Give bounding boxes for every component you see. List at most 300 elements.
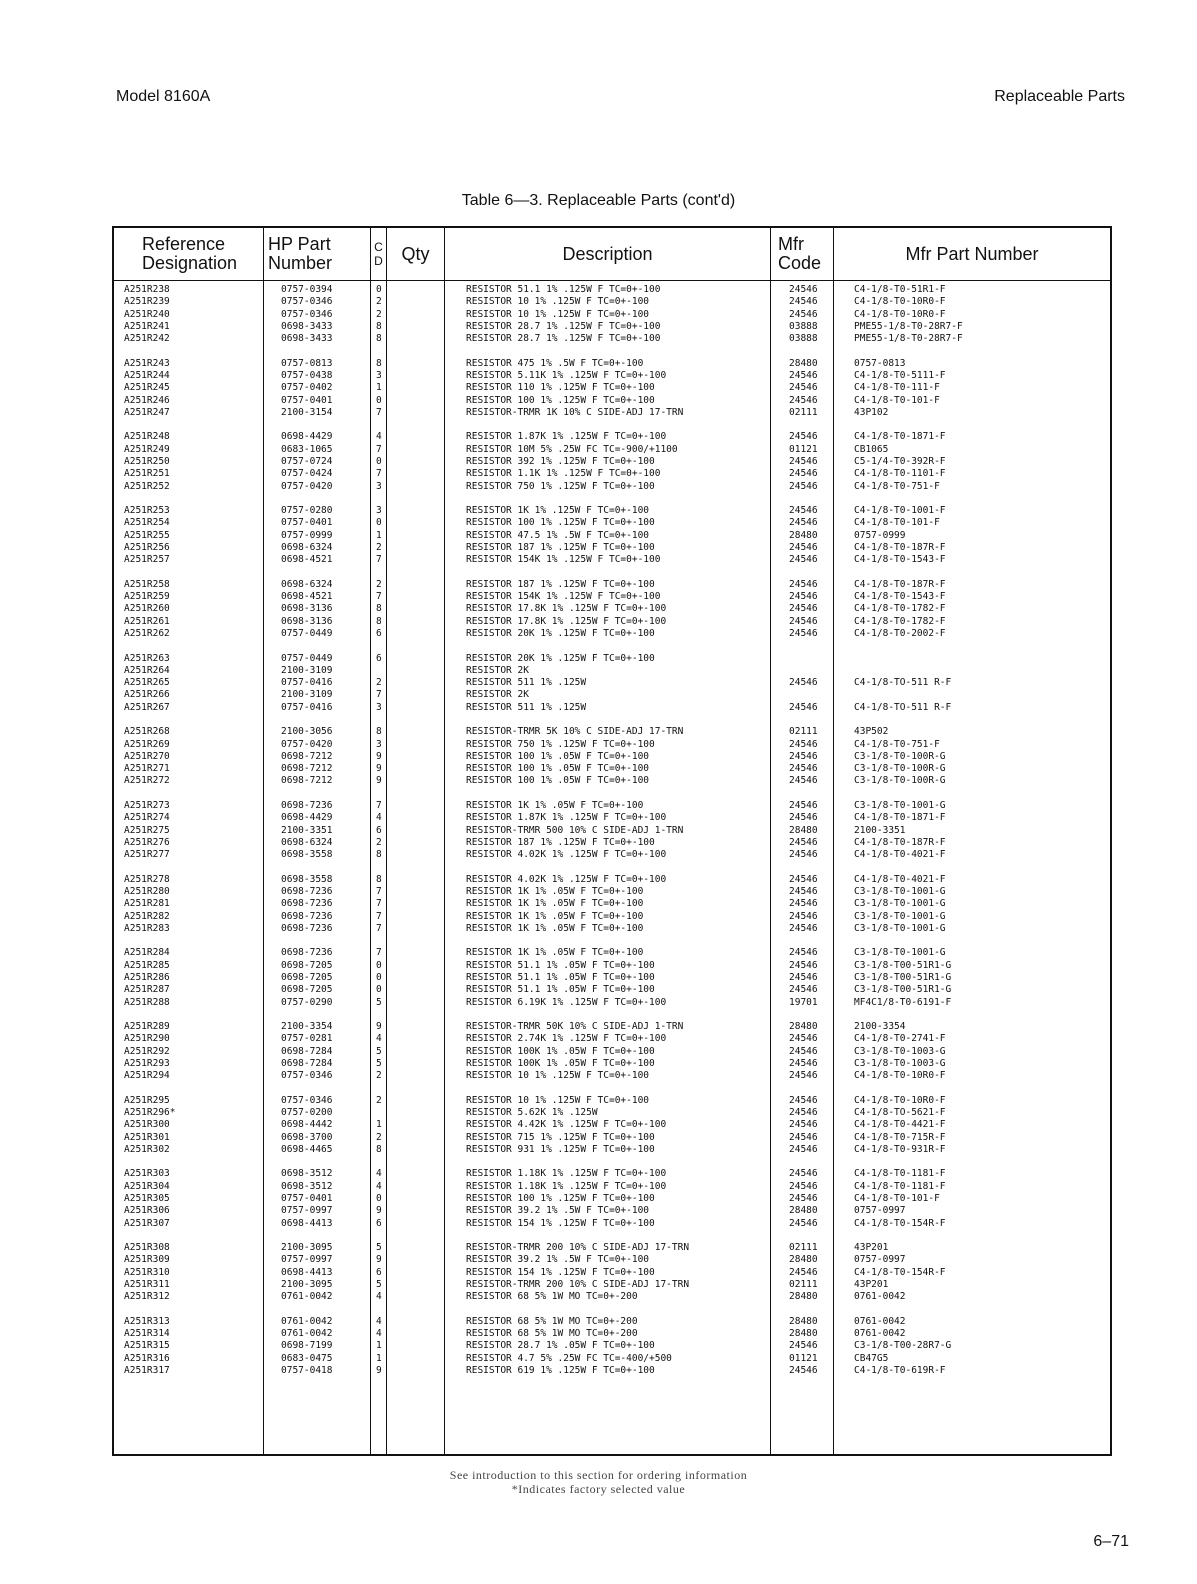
hp-part-number: 0698-4465	[281, 1143, 333, 1155]
hp-part-number: 0698-3136	[281, 603, 333, 615]
check-digit: 9	[376, 1021, 382, 1032]
table-row	[114, 960, 1110, 972]
hp-part-number: 0698-7205	[281, 971, 333, 983]
hp-part-number: 0698-7236	[281, 799, 333, 811]
description: RESISTOR 47.5 1% .5W F TC=0+-100	[466, 529, 650, 541]
mfr-part-number: C4-1/8-T0-1101-F	[854, 468, 946, 480]
col-header-hp-part-line2: Number	[268, 253, 333, 273]
check-digit: 8	[376, 357, 382, 369]
hp-part-number: 0757-0416	[281, 701, 333, 713]
reference-designation: A251R286	[124, 971, 170, 983]
hp-part-number: 2100-3109	[281, 664, 333, 676]
description: RESISTOR 4.02K 1% .125W F TC=0+-100	[466, 849, 667, 861]
check-digit: 2	[376, 1131, 382, 1143]
mfr-part-number: C4-1/8-T0-2741-F	[854, 1033, 946, 1045]
reference-designation: A251R292	[124, 1045, 170, 1057]
mfr-code: 24546	[789, 505, 818, 517]
mfr-part-number: C3-1/8-T0-100R-G	[854, 763, 946, 775]
description: RESISTOR 931 1% .125W F TC=0+-100	[466, 1143, 655, 1155]
check-digit: 2	[376, 296, 382, 308]
hp-part-number: 0757-0401	[281, 517, 333, 529]
hp-part-number: 0698-6324	[281, 836, 333, 848]
reference-designation: A251R313	[124, 1315, 170, 1327]
description: RESISTOR 100 1% .125W F TC=0+-100	[466, 394, 655, 406]
mfr-code: 24546	[789, 468, 818, 480]
mfr-part-number: C4-1/8-TO-511 R-F	[854, 701, 952, 713]
reference-designation: A251R274	[124, 812, 170, 824]
reference-designation: A251R280	[124, 885, 170, 897]
mfr-part-number: CB47G5	[854, 1352, 889, 1364]
hp-part-number: 0698-4429	[281, 812, 333, 824]
table-row	[114, 591, 1110, 603]
mfr-part-number: C5-1/4-T0-392R-F	[854, 456, 946, 467]
reference-designation: A251R277	[124, 849, 170, 861]
mfr-part-number: PME55-1/8-T0-28R7-F	[854, 320, 963, 332]
reference-designation: A251R252	[124, 480, 170, 492]
table-row	[114, 603, 1110, 615]
mfr-code: 28480	[789, 1254, 818, 1266]
description: RESISTOR 100K 1% .05W F TC=0+-100	[466, 1057, 655, 1069]
description: RESISTOR 154K 1% .125W F TC=0+-100	[466, 554, 661, 566]
description: RESISTOR 110 1% .125W F TC=0+-100	[466, 382, 655, 394]
check-digit: 9	[376, 1205, 382, 1217]
check-digit: 1	[376, 529, 382, 541]
table-row	[114, 812, 1110, 824]
mfr-code: 02111	[789, 406, 818, 418]
reference-designation: A251R257	[124, 554, 170, 566]
description: RESISTOR 750 1% .125W F TC=0+-100	[466, 738, 655, 750]
description: RESISTOR-TRMR 1K 10% C SIDE-ADJ 17-TRN	[466, 406, 684, 418]
description: RESISTOR 1K 1% .05W F TC=0+-100	[466, 898, 644, 910]
hp-part-number: 0698-7236	[281, 910, 333, 922]
col-header-reference-line1: Reference	[142, 234, 226, 254]
check-digit: 8	[376, 873, 382, 885]
check-digit: 9	[376, 750, 382, 762]
reference-designation: A251R266	[124, 689, 170, 701]
table-row	[114, 898, 1110, 910]
check-digit: 1	[376, 1119, 382, 1131]
reference-designation: A251R305	[124, 1193, 170, 1204]
reference-designation: A251R248	[124, 431, 170, 443]
table-row	[114, 1033, 1110, 1045]
reference-designation: A251R246	[124, 394, 170, 406]
hp-part-number: 0757-0420	[281, 738, 333, 750]
hp-part-number: 0757-0394	[281, 284, 333, 295]
hp-part-number: 0757-0449	[281, 628, 333, 639]
mfr-code: 24546	[789, 1168, 818, 1180]
mfr-code: 03888	[789, 333, 818, 345]
table-row	[114, 665, 1110, 677]
hp-part-number: 0698-7236	[281, 898, 333, 910]
check-digit: 3	[376, 701, 382, 713]
hp-part-number: 0757-0813	[281, 357, 333, 369]
check-digit: 3	[376, 480, 382, 492]
description: RESISTOR 392 1% .125W F TC=0+-100	[466, 456, 655, 467]
reference-designation: A251R307	[124, 1217, 170, 1229]
mfr-part-number: C3-1/8-T0-1001-G	[854, 885, 946, 897]
description: RESISTOR-TRMR 200 10% C SIDE-ADJ 17-TRN	[466, 1242, 690, 1254]
mfr-part-number: C4-1/8-T0-10R0-F	[854, 308, 946, 320]
table-row	[114, 923, 1110, 935]
description: RESISTOR 2K	[466, 664, 529, 676]
mfr-code: 24546	[789, 1045, 818, 1057]
description: RESISTOR 154 1% .125W F TC=0+-100	[466, 1266, 655, 1278]
mfr-code: 24546	[789, 542, 818, 553]
table-row	[114, 1340, 1110, 1352]
check-digit: 8	[376, 603, 382, 615]
description: RESISTOR 1.87K 1% .125W F TC=0+-100	[466, 431, 667, 443]
check-digit: 3	[376, 370, 382, 381]
col-header-cd-line1: C	[374, 240, 383, 254]
table-row	[114, 947, 1110, 959]
description: RESISTOR 2.74K 1% .125W F TC=0+-100	[466, 1033, 667, 1045]
page-number: 6–71	[1093, 1533, 1129, 1550]
mfr-code: 03888	[789, 320, 818, 332]
hp-part-number: 0757-0438	[281, 370, 333, 381]
reference-designation: A251R261	[124, 615, 170, 627]
reference-designation: A251R256	[124, 542, 170, 553]
reference-designation: A251R295	[124, 1094, 170, 1106]
description: RESISTOR 1.18K 1% .125W F TC=0+-100	[466, 1180, 667, 1192]
check-digit: 4	[376, 1033, 382, 1045]
reference-designation: A251R310	[124, 1266, 170, 1278]
hp-part-number: 0757-0346	[281, 308, 333, 320]
hp-part-number: 0698-3558	[281, 849, 333, 861]
mfr-code: 24546	[789, 1217, 818, 1229]
col-header-mfr-code	[778, 228, 821, 280]
check-digit: 8	[376, 1143, 382, 1155]
table-row	[114, 370, 1110, 382]
hp-part-number: 0698-4429	[281, 431, 333, 443]
reference-designation: A251R316	[124, 1352, 170, 1364]
mfr-code: 24546	[789, 763, 818, 775]
mfr-code: 24546	[789, 591, 818, 603]
mfr-code: 24546	[789, 1193, 818, 1204]
col-header-mfr-part-number-label: Mfr Part Number	[905, 243, 1039, 264]
reference-designation: A251R240	[124, 308, 170, 320]
reference-designation: A251R253	[124, 505, 170, 517]
mfr-part-number: C3-1/8-T00-28R7-G	[854, 1340, 952, 1352]
mfr-part-number: C4-1/8-T0-1871-F	[854, 812, 946, 824]
mfr-part-number: MF4C1/8-T0-6191-F	[854, 996, 952, 1008]
mfr-part-number: 43P102	[854, 406, 889, 418]
hp-part-number: 0757-0401	[281, 1193, 333, 1204]
check-digit: 3	[376, 738, 382, 750]
reference-designation: A251R271	[124, 763, 170, 775]
table-row	[114, 739, 1110, 751]
table-row	[114, 1267, 1110, 1279]
reference-designation: A251R284	[124, 947, 170, 959]
hp-part-number: 2100-3351	[281, 824, 333, 836]
col-header-description-label: Description	[562, 243, 653, 264]
hp-part-number: 0757-0420	[281, 480, 333, 492]
reference-designation: A251R304	[124, 1180, 170, 1192]
mfr-part-number: C3-1/8-T0-100R-G	[854, 750, 946, 762]
mfr-code: 24546	[789, 296, 818, 308]
hp-part-number: 0698-3700	[281, 1131, 333, 1143]
table-row	[114, 1291, 1110, 1303]
table-row	[114, 726, 1110, 738]
description: RESISTOR 187 1% .125W F TC=0+-100	[466, 836, 655, 848]
description: RESISTOR 10 1% .125W F TC=0+-100	[466, 296, 650, 308]
check-digit: 0	[376, 959, 382, 971]
mfr-code: 02111	[789, 1279, 818, 1290]
mfr-part-number: C3-1/8-T00-51R1-G	[854, 984, 952, 996]
reference-designation: A251R303	[124, 1168, 170, 1180]
hp-part-number: 0698-7212	[281, 775, 333, 787]
description: RESISTOR-TRMR 50K 10% C SIDE-ADJ 1-TRN	[466, 1021, 684, 1032]
check-digit: 0	[376, 394, 382, 406]
check-digit: 0	[376, 456, 382, 467]
hp-part-number: 0698-4413	[281, 1217, 333, 1229]
description: RESISTOR 4.42K 1% .125W F TC=0+-100	[466, 1119, 667, 1131]
description: RESISTOR 39.2 1% .5W F TC=0+-100	[466, 1254, 650, 1266]
description: RESISTOR 1K 1% .05W F TC=0+-100	[466, 922, 644, 934]
reference-designation: A251R283	[124, 922, 170, 934]
reference-designation: A251R270	[124, 750, 170, 762]
mfr-code: 28480	[789, 824, 818, 836]
mfr-code: 28480	[789, 1291, 818, 1303]
hp-part-number: 0757-0401	[281, 394, 333, 406]
reference-designation: A251R243	[124, 357, 170, 369]
hp-part-number: 0698-7212	[281, 763, 333, 775]
mfr-code: 24546	[789, 1119, 818, 1131]
check-digit: 1	[376, 382, 382, 394]
mfr-part-number: C4-1/8-TO-5621-F	[854, 1107, 946, 1118]
mfr-part-number: 2100-3354	[854, 1021, 906, 1032]
check-digit: 9	[376, 1365, 382, 1376]
mfr-code: 24546	[789, 849, 818, 861]
mfr-part-number: C4-1/8-T0-1543-F	[854, 554, 946, 566]
hp-part-number: 2100-3095	[281, 1279, 333, 1290]
hp-part-number: 2100-3095	[281, 1242, 333, 1254]
hp-part-number: 0698-7199	[281, 1340, 333, 1352]
mfr-code: 24546	[789, 603, 818, 615]
reference-designation: A251R285	[124, 959, 170, 971]
mfr-code: 28480	[789, 1315, 818, 1327]
table-row	[114, 1316, 1110, 1328]
description: RESISTOR 20K 1% .125W F TC=0+-100	[466, 652, 655, 664]
mfr-code: 01121	[789, 443, 818, 455]
mfr-part-number: 0757-0999	[854, 529, 906, 541]
mfr-code: 24546	[789, 615, 818, 627]
description: RESISTOR 750 1% .125W F TC=0+-100	[466, 480, 655, 492]
hp-part-number: 0698-3433	[281, 320, 333, 332]
hp-part-number: 0757-0346	[281, 1094, 333, 1106]
mfr-code: 24546	[789, 984, 818, 996]
table-row	[114, 653, 1110, 665]
table-row	[114, 1242, 1110, 1254]
check-digit: 4	[376, 431, 382, 443]
mfr-part-number: C3-1/8-T0-1001-G	[854, 898, 946, 910]
check-digit: 2	[376, 1094, 382, 1106]
table-row	[114, 984, 1110, 996]
reference-designation: A251R268	[124, 726, 170, 738]
hp-part-number: 0698-3136	[281, 615, 333, 627]
mfr-part-number: C3-1/8-T0-1001-G	[854, 910, 946, 922]
table-row	[114, 1058, 1110, 1070]
reference-designation: A251R315	[124, 1340, 170, 1352]
description: RESISTOR 187 1% .125W F TC=0+-100	[466, 578, 655, 590]
hp-part-number: 0761-0042	[281, 1315, 333, 1327]
description: RESISTOR 475 1% .5W F TC=0+-100	[466, 357, 644, 369]
mfr-part-number: C3-1/8-T0-1003-G	[854, 1045, 946, 1057]
table-row	[114, 468, 1110, 480]
description: RESISTOR 1K 1% .05W F TC=0+-100	[466, 799, 644, 811]
table-row	[114, 1328, 1110, 1340]
mfr-code: 24546	[789, 1094, 818, 1106]
table-row	[114, 616, 1110, 628]
reference-designation: A251R311	[124, 1279, 170, 1290]
description: RESISTOR 68 5% 1W MO TC=0+-200	[466, 1328, 638, 1340]
hp-part-number: 0698-4521	[281, 554, 333, 566]
table-row	[114, 763, 1110, 775]
mfr-part-number: C3-1/8-T0-1003-G	[854, 1057, 946, 1069]
description: RESISTOR 51.1 1% .05W F TC=0+-100	[466, 984, 655, 996]
hp-part-number: 0698-4442	[281, 1119, 333, 1131]
description: RESISTOR 100 1% .125W F TC=0+-100	[466, 517, 655, 529]
mfr-code: 28480	[789, 357, 818, 369]
mfr-part-number: C4-1/8-T0-1782-F	[854, 603, 946, 615]
check-digit: 2	[376, 677, 382, 689]
description: RESISTOR 511 1% .125W	[466, 701, 587, 713]
description: RESISTOR 511 1% .125W	[466, 677, 587, 689]
description: RESISTOR-TRMR 200 10% C SIDE-ADJ 17-TRN	[466, 1279, 690, 1290]
table-row	[114, 1021, 1110, 1033]
table-row	[114, 1181, 1110, 1193]
mfr-part-number: PME55-1/8-T0-28R7-F	[854, 333, 963, 345]
description: RESISTOR 5.11K 1% .125W F TC=0+-100	[466, 370, 667, 381]
check-digit: 7	[376, 689, 382, 701]
col-header-reference	[142, 228, 237, 280]
mfr-part-number: C4-1/8-T0-2002-F	[854, 628, 946, 639]
check-digit: 5	[376, 1045, 382, 1057]
table-row	[114, 579, 1110, 591]
mfr-part-number: C3-1/8-T0-1001-G	[854, 922, 946, 934]
footnote-factory-selected: *Indicates factory selected value	[511, 1482, 686, 1496]
reference-designation: A251R258	[124, 578, 170, 590]
check-digit: 7	[376, 885, 382, 897]
reference-designation: A251R242	[124, 333, 170, 345]
description: RESISTOR 100 1% .125W F TC=0+-100	[466, 1193, 655, 1204]
table-row	[114, 1144, 1110, 1156]
col-header-description	[445, 228, 770, 280]
mfr-code: 24546	[789, 1131, 818, 1143]
description: RESISTOR 39.2 1% .5W F TC=0+-100	[466, 1205, 650, 1217]
hp-part-number: 0698-4521	[281, 591, 333, 603]
check-digit: 4	[376, 1291, 382, 1303]
mfr-code: 24546	[789, 947, 818, 959]
mfr-code: 24546	[789, 517, 818, 529]
hp-part-number: 0757-0416	[281, 677, 333, 689]
reference-designation: A251R278	[124, 873, 170, 885]
hp-part-number: 2100-3154	[281, 406, 333, 418]
reference-designation: A251R293	[124, 1057, 170, 1069]
table-row	[114, 689, 1110, 701]
description: RESISTOR 100 1% .05W F TC=0+-100	[466, 775, 650, 787]
reference-designation: A251R308	[124, 1242, 170, 1254]
table-row	[114, 284, 1110, 296]
col-header-cd-line2: D	[374, 254, 383, 268]
reference-designation: A251R287	[124, 984, 170, 996]
table-row	[114, 911, 1110, 923]
mfr-code: 24546	[789, 1107, 818, 1118]
table-row	[114, 456, 1110, 468]
table-row	[114, 309, 1110, 321]
check-digit: 1	[376, 1340, 382, 1352]
mfr-part-number: C4-1/8-T0-154R-F	[854, 1266, 946, 1278]
col-header-cd	[371, 228, 386, 280]
table-row	[114, 554, 1110, 566]
table-row	[114, 702, 1110, 714]
table-row	[114, 1168, 1110, 1180]
mfr-part-number: 0761-0042	[854, 1291, 906, 1303]
hp-part-number: 2100-3109	[281, 689, 333, 701]
description: RESISTOR 154K 1% .125W F TC=0+-100	[466, 591, 661, 603]
check-digit: 2	[376, 308, 382, 320]
hp-part-number: 0683-1065	[281, 443, 333, 455]
hp-part-number: 2100-3354	[281, 1021, 333, 1032]
hp-part-number: 0698-7236	[281, 922, 333, 934]
check-digit: 6	[376, 652, 382, 664]
check-digit: 8	[376, 615, 382, 627]
description: RESISTOR 2K	[466, 689, 529, 701]
mfr-code: 24546	[789, 382, 818, 394]
mfr-part-number: C4-1/8-T0-619R-F	[854, 1365, 946, 1376]
reference-designation: A251R245	[124, 382, 170, 394]
mfr-part-number: C4-1/8-T0-4021-F	[854, 849, 946, 861]
check-digit: 6	[376, 1217, 382, 1229]
table-row	[114, 1046, 1110, 1058]
description: RESISTOR 17.8K 1% .125W F TC=0+-100	[466, 603, 667, 615]
mfr-code: 24546	[789, 1057, 818, 1069]
check-digit: 6	[376, 1266, 382, 1278]
mfr-code: 24546	[789, 738, 818, 750]
check-digit: 2	[376, 542, 382, 553]
hp-part-number: 0698-3558	[281, 873, 333, 885]
check-digit: 2	[376, 578, 382, 590]
check-digit: 7	[376, 799, 382, 811]
check-digit: 8	[376, 333, 382, 345]
hp-part-number: 2100-3056	[281, 726, 333, 738]
check-digit: 7	[376, 406, 382, 418]
col-header-hp-part-line1: HP Part	[268, 234, 331, 254]
mfr-part-number: 0761-0042	[854, 1315, 906, 1327]
table-row	[114, 1353, 1110, 1365]
hp-part-number: 0698-7236	[281, 947, 333, 959]
mfr-part-number: C4-1/8-T0-101-F	[854, 1193, 940, 1204]
mfr-code: 24546	[789, 1180, 818, 1192]
description: RESISTOR 10 1% .125W F TC=0+-100	[466, 1070, 650, 1082]
mfr-code: 19701	[789, 996, 818, 1008]
check-digit: 5	[376, 1242, 382, 1254]
reference-designation: A251R260	[124, 603, 170, 615]
table-row	[114, 775, 1110, 787]
check-digit: 0	[376, 984, 382, 996]
check-digit: 0	[376, 1193, 382, 1204]
mfr-code: 24546	[789, 1070, 818, 1082]
hp-part-number: 0757-0290	[281, 996, 333, 1008]
mfr-part-number: C4-1/8-T0-1782-F	[854, 615, 946, 627]
mfr-code: 28480	[789, 1021, 818, 1032]
reference-designation: A251R317	[124, 1365, 170, 1376]
mfr-part-number: C4-1/8-T0-101-F	[854, 394, 940, 406]
hp-part-number: 0761-0042	[281, 1328, 333, 1340]
description: RESISTOR 1.18K 1% .125W F TC=0+-100	[466, 1168, 667, 1180]
mfr-part-number: C4-1/8-T0-1181-F	[854, 1168, 946, 1180]
description: RESISTOR 715 1% .125W F TC=0+-100	[466, 1131, 655, 1143]
check-digit: 0	[376, 284, 382, 295]
